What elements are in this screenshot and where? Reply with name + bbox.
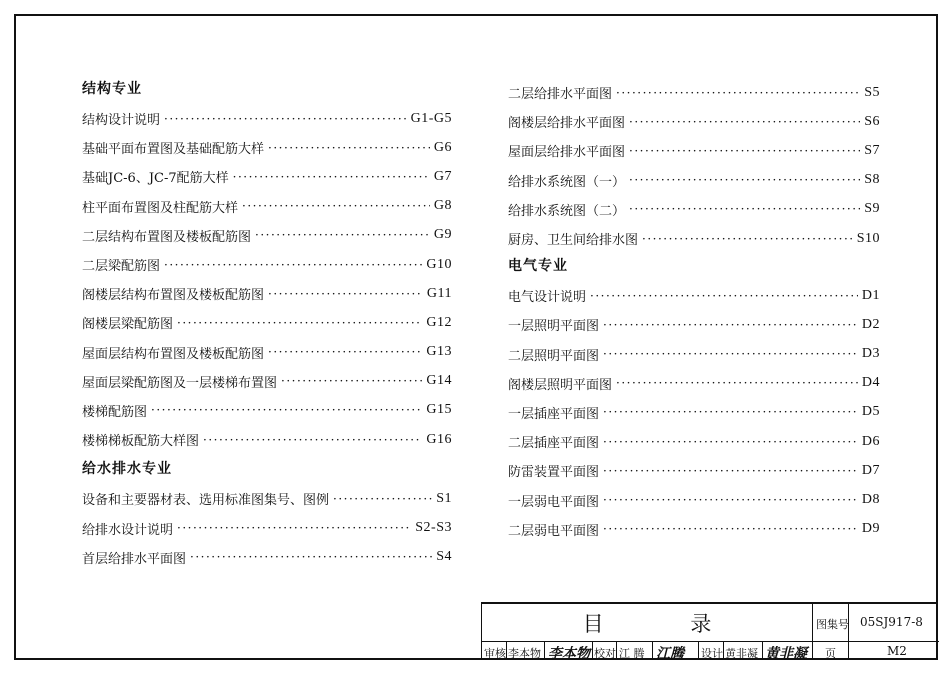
toc-entry-title: 楼梯梯板配筋大样图	[82, 434, 200, 450]
dot-leader	[177, 521, 411, 535]
toc-entry-drawing-number: G15	[426, 402, 452, 418]
toc-entry-drawing-number: S7	[864, 142, 880, 158]
toc-entry-title: 给排水设计说明	[82, 522, 174, 538]
dot-leader	[603, 464, 858, 478]
toc-entry-title: 电气设计说明	[508, 290, 587, 306]
toc-entry-title: 屋面层结构布置图及楼板配筋图	[82, 346, 265, 362]
page-number: M2	[887, 644, 907, 658]
toc-entry-drawing-number: S5	[864, 84, 880, 100]
toc-entry-drawing-number: S1	[436, 490, 452, 506]
dot-leader	[268, 141, 430, 155]
toc-entry-title: 结构设计说明	[82, 113, 161, 129]
designer-name: 黄非凝	[725, 647, 758, 660]
check-label: 校对	[594, 647, 616, 660]
dot-leader	[151, 403, 422, 417]
toc-entry-title: 一层照明平面图	[508, 319, 600, 335]
designer-signature: 黄非凝	[765, 646, 807, 662]
toc-entry-drawing-number: G16	[426, 431, 452, 447]
toc-entry	[82, 484, 452, 513]
toc-entry-drawing-number: D3	[861, 346, 880, 362]
toc-entry-title: 厨房、卫生间给排水图	[508, 233, 639, 249]
toc-entry-drawing-number: S6	[864, 113, 880, 129]
toc-entry	[508, 427, 880, 456]
toc-entry	[508, 281, 880, 310]
dot-leader	[616, 376, 858, 390]
dot-leader	[164, 112, 407, 126]
toc-entry-title: 一层弱电平面图	[508, 494, 600, 510]
reviewer-name: 李本物	[508, 647, 541, 660]
toc-entry	[82, 367, 452, 396]
toc-entry-title: 二层照明平面图	[508, 348, 600, 364]
toc-entry-drawing-number: S2-S3	[415, 520, 452, 536]
toc-entry-title: 给排水系统图（二）	[508, 203, 626, 219]
toc-entry	[508, 166, 880, 195]
toc-entry-title: 阁楼层照明平面图	[508, 377, 613, 393]
toc-entry	[82, 133, 452, 162]
toc-entry-title: 防雷装置平面图	[508, 465, 600, 481]
toc-entry-drawing-number: S8	[864, 172, 880, 188]
dot-leader	[268, 287, 423, 301]
toc-entry-drawing-number: D5	[861, 404, 880, 420]
toc-entry	[82, 221, 452, 250]
toc-entry-title: 阁楼层结构布置图及楼板配筋图	[82, 288, 265, 304]
toc-entry-drawing-number: G6	[433, 139, 452, 155]
toc-entry-title: 柱平面布置图及柱配筋大样	[82, 200, 239, 216]
toc-entry-title: 二层插座平面图	[508, 436, 600, 452]
toc-entry	[82, 162, 452, 191]
dot-leader	[629, 115, 860, 129]
toc-entry-drawing-number: G10	[426, 256, 452, 272]
toc-entry-title: 二层弱电平面图	[508, 523, 600, 539]
page-label: 页	[825, 647, 836, 660]
toc-entry-drawing-number: D1	[861, 287, 880, 303]
toc-entry	[508, 78, 880, 107]
design-label: 设计	[701, 647, 723, 660]
toc-list-structure	[82, 104, 452, 454]
toc-entry-drawing-number: D2	[861, 316, 880, 332]
toc-entry-drawing-number: G9	[433, 227, 452, 243]
dot-leader	[164, 258, 422, 272]
dot-leader	[629, 173, 860, 187]
toc-entry	[82, 425, 452, 454]
dot-leader	[642, 232, 853, 246]
toc-entry-title: 屋面层给排水平面图	[508, 145, 626, 161]
toc-entry	[82, 543, 452, 572]
toc-entry-title: 阁楼层给排水平面图	[508, 116, 626, 132]
toc-entry	[82, 104, 452, 133]
toc-list-electrical	[508, 281, 880, 544]
review-label: 审核	[484, 647, 506, 660]
dot-leader	[603, 318, 858, 332]
title-block	[481, 602, 938, 660]
toc-list-plumbing-continued	[508, 78, 880, 253]
dot-leader	[190, 550, 432, 564]
toc-entry	[508, 485, 880, 514]
toc-entry	[508, 310, 880, 339]
toc-entry	[508, 107, 880, 136]
toc-entry-drawing-number: D6	[861, 433, 880, 449]
toc-right-column	[508, 78, 880, 544]
toc-list-plumbing	[82, 484, 452, 572]
toc-entry-title: 阁楼层梁配筋图	[82, 317, 174, 333]
toc-entry-title: 二层梁配筋图	[82, 259, 161, 275]
dot-leader	[616, 86, 860, 100]
toc-entry-drawing-number: G14	[426, 373, 452, 389]
dot-leader	[603, 347, 858, 361]
reviewer-signature: 李本物	[548, 646, 590, 662]
toc-entry-drawing-number: G11	[426, 285, 452, 301]
section-heading-electrical: 电气专业	[508, 258, 568, 275]
toc-entry	[508, 224, 880, 253]
checker-signature: 江腾	[656, 646, 684, 662]
toc-entry	[82, 192, 452, 221]
toc-entry-drawing-number: D9	[861, 521, 880, 537]
toc-entry	[508, 398, 880, 427]
toc-entry	[82, 513, 452, 542]
toc-entry	[82, 338, 452, 367]
toc-entry-drawing-number: D8	[861, 492, 880, 508]
toc-left-column	[82, 78, 452, 572]
toc-entry-drawing-number: G13	[426, 344, 452, 360]
toc-entry-title: 基础JC-6、JC-7配筋大样	[82, 171, 229, 187]
toc-entry-title: 一层插座平面图	[508, 406, 600, 422]
dot-leader	[590, 289, 858, 303]
dot-leader	[603, 405, 858, 419]
checker-name: 江 腾	[619, 647, 645, 660]
toc-entry-title: 二层给排水平面图	[508, 87, 613, 103]
toc-entry	[508, 456, 880, 485]
toc-entry-title: 设备和主要器材表、选用标准图集号、图例	[82, 493, 330, 509]
toc-entry	[508, 340, 880, 369]
section-heading-plumbing: 给水排水专业	[82, 461, 172, 478]
toc-entry-drawing-number: S10	[856, 230, 880, 246]
dot-leader	[603, 522, 858, 536]
toc-entry-title: 屋面层梁配筋图及一层楼梯布置图	[82, 375, 278, 391]
toc-entry-drawing-number: D7	[861, 462, 880, 478]
dot-leader	[203, 433, 422, 447]
toc-entry-drawing-number: D4	[861, 375, 880, 391]
toc-entry-drawing-number: G12	[426, 314, 452, 330]
toc-entry-title: 二层结构布置图及楼板配筋图	[82, 229, 252, 245]
toc-entry-title: 基础平面布置图及基础配筋大样	[82, 142, 265, 158]
dot-leader	[603, 493, 858, 507]
toc-entry	[82, 396, 452, 425]
atlas-label: 图集号	[816, 618, 849, 631]
toc-entry	[82, 308, 452, 337]
dot-leader	[603, 435, 858, 449]
toc-entry-title: 给排水系统图（一）	[508, 174, 626, 190]
toc-entry-drawing-number: S4	[436, 549, 452, 565]
dot-leader	[242, 199, 430, 213]
toc-entry-drawing-number: G7	[433, 168, 452, 184]
toc-entry	[508, 195, 880, 224]
toc-entry	[82, 250, 452, 279]
title-block-title: 目 录	[582, 611, 752, 636]
toc-entry-drawing-number: G8	[433, 198, 452, 214]
dot-leader	[333, 492, 432, 506]
toc-entry-drawing-number: G1-G5	[410, 110, 452, 126]
dot-leader	[268, 345, 422, 359]
toc-entry	[508, 136, 880, 165]
dot-leader	[177, 316, 422, 330]
toc-entry-title: 楼梯配筋图	[82, 404, 148, 420]
dot-leader	[629, 144, 860, 158]
toc-entry	[508, 515, 880, 544]
atlas-number: 05SJ917-8	[860, 615, 923, 629]
dot-leader	[233, 170, 430, 184]
toc-entry	[82, 279, 452, 308]
toc-entry	[508, 369, 880, 398]
section-heading-structure: 结构专业	[82, 81, 142, 97]
dot-leader	[255, 228, 430, 242]
dot-leader	[281, 374, 422, 388]
dot-leader	[629, 202, 860, 216]
toc-entry-drawing-number: S9	[864, 201, 880, 217]
toc-entry-title: 首层给排水平面图	[82, 551, 187, 567]
